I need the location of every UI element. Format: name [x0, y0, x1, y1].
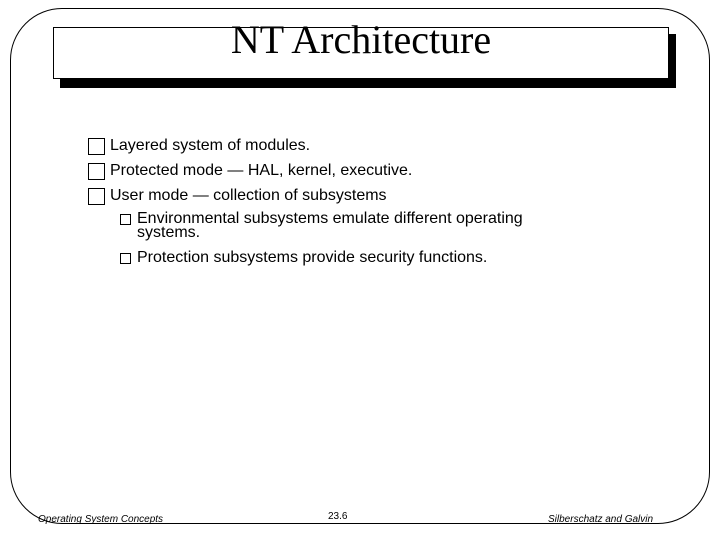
bullet-item	[88, 186, 387, 206]
bullet-item	[88, 161, 412, 181]
bullet-text: Protected mode — HAL, kernel, executive.	[110, 162, 413, 179]
square-bullet-icon	[120, 214, 131, 225]
bullet-text: User mode — collection of subsystems	[110, 187, 387, 204]
sub-bullet-text: Environmental subsystems emulate different operating systems.	[137, 210, 523, 241]
sub-bullet-item	[120, 251, 590, 265]
page-number: 23.6	[328, 511, 348, 522]
bullet-item	[88, 136, 310, 156]
footer-authors: Silberschatz and Galvin	[548, 514, 654, 525]
sub-bullet-text: Protection subsystems provide security functions.	[137, 249, 488, 266]
sub-bullet-item	[120, 212, 590, 240]
bullet-text: Layered system of modules.	[110, 137, 311, 154]
footer-course: Operating System Concepts	[38, 514, 164, 525]
slide-title: NT Architecture	[230, 17, 492, 62]
square-bullet-icon	[88, 163, 105, 180]
square-bullet-icon	[88, 188, 105, 205]
square-bullet-icon	[120, 253, 131, 264]
square-bullet-icon	[88, 138, 105, 155]
